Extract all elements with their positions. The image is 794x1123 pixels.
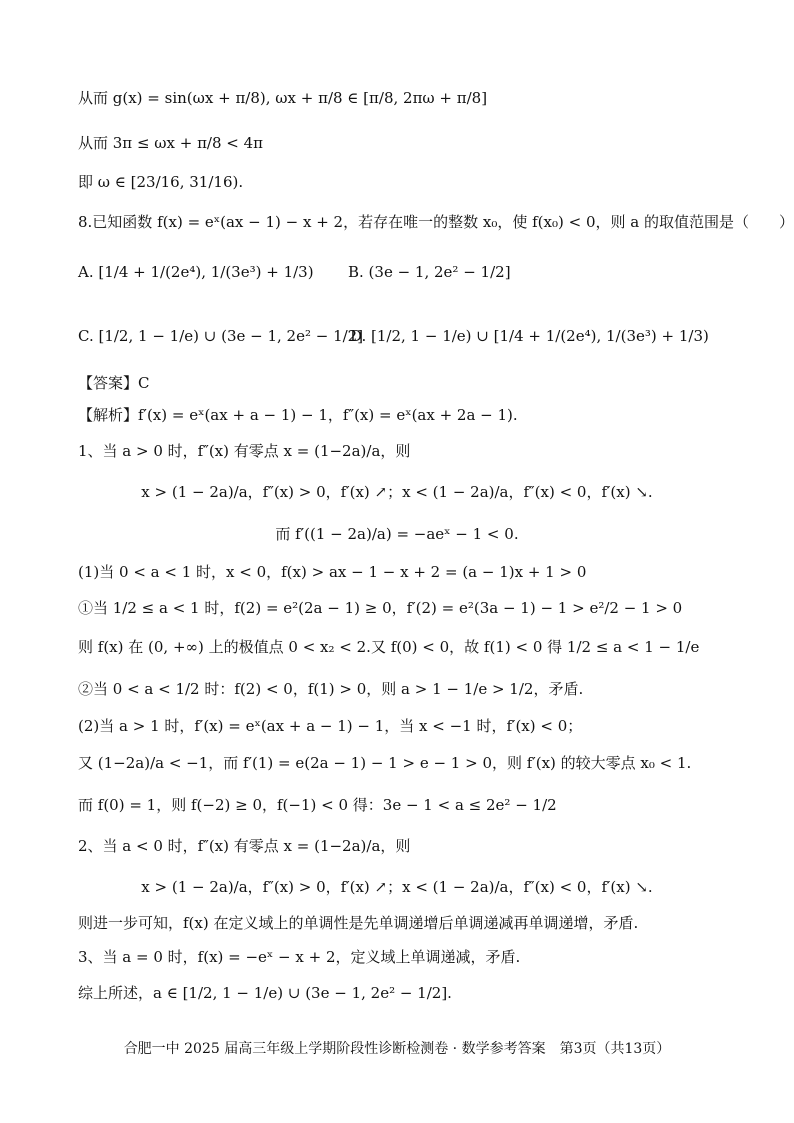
option-b: B. (3e − 1, 2e² − 1/2] [348, 263, 511, 281]
analysis-line-5: (1)当 0 < a < 1 时，x < 0，f(x) > ax − 1 − x + 2 = (a − 1)x + 1 > 0 [78, 563, 587, 581]
analysis-line-16: 综上所述，a ∈ [1/2, 1 − 1/e) ∪ (3e − 1, 2e² − 1/2]. [78, 984, 452, 1002]
analysis-line-4: 而 f′((1 − 2a)/a) = −aeˣ − 1 < 0. [275, 525, 519, 543]
option-a: A. [1/4 + 1/(2e⁴), 1/(3e³) + 1/3) [78, 263, 314, 281]
analysis-line-9: (2)当 a > 1 时，f′(x) = eˣ(ax + a − 1) − 1，当 x < −1 时，f′(x) < 0； [78, 717, 583, 735]
option-d: D. [1/2, 1 − 1/e) ∪ [1/4 + 1/(2e⁴), 1/(3e³) + 1/3) [350, 327, 709, 345]
page-footer: 合肥一中 2025 届高三年级上学期阶段性诊断检测卷 · 数学参考答案 第3页（共13页） [123, 1041, 671, 1057]
text-line-2: 从而 3π ≤ ωx + π/8 < 4π [78, 134, 264, 152]
option-c: C. [1/2, 1 − 1/e) ∪ (3e − 1, 2e² − 1/2] [78, 327, 364, 345]
text-line-3: 即 ω ∈ [23/16, 31/16). [78, 173, 244, 191]
analysis-line-7: 则 f(x) 在 (0, +∞) 上的极值点 0 < x₂ < 2.又 f(0) < 0，故 f(1) < 0 得 1/2 ≤ a < 1 − 1/e [78, 638, 700, 656]
analysis-line-1: 【解析】f′(x) = eˣ(ax + a − 1) − 1，f″(x) = eˣ(ax + 2a − 1). [78, 406, 518, 424]
analysis-line-12: 2、当 a < 0 时，f″(x) 有零点 x = (1−2a)/a，则 [78, 837, 411, 855]
text-line-1: 从而 g(x) = sin(ωx + π/8), ωx + π/8 ∈ [π/8, 2πω + π/8] [78, 89, 488, 107]
analysis-line-15: 3、当 a = 0 时，f(x) = −eˣ − x + 2，定义域上单调递减，矛盾. [78, 948, 521, 966]
analysis-line-11: 而 f(0) = 1，则 f(−2) ≥ 0，f(−1) < 0 得：3e − 1 < a ≤ 2e² − 1/2 [78, 796, 557, 814]
analysis-line-10: 又 (1−2a)/a < −1，而 f′(1) = e(2a − 1) − 1 > e − 1 > 0，则 f′(x) 的较大零点 x₀ < 1. [78, 754, 692, 772]
analysis-line-3: x > (1 − 2a)/a，f″(x) > 0，f′(x) ↗；x < (1 − 2a)/a，f″(x) < 0，f′(x) ↘. [141, 483, 653, 501]
answer-label: 【答案】C [78, 374, 150, 392]
analysis-line-2: 1、当 a > 0 时，f″(x) 有零点 x = (1−2a)/a，则 [78, 442, 411, 460]
analysis-line-13: x > (1 − 2a)/a，f″(x) > 0，f′(x) ↗；x < (1 − 2a)/a，f″(x) < 0，f′(x) ↘. [141, 878, 653, 896]
analysis-line-14: 则进一步可知，f(x) 在定义域上的单调性是先单调递增后单调递减再单调递增，矛盾. [78, 914, 639, 932]
question-8: 8.已知函数 f(x) = eˣ(ax − 1) − x + 2，若存在唯一的整数 x₀，使 f(x₀) < 0，则 a 的取值范围是（ ） [78, 213, 794, 231]
analysis-line-8: ②当 0 < a < 1/2 时：f(2) < 0，f(1) > 0，则 a > 1 − 1/e > 1/2，矛盾. [78, 680, 584, 698]
analysis-line-6: ①当 1/2 ≤ a < 1 时，f(2) = e²(2a − 1) ≥ 0，f′(2) = e²(3a − 1) − 1 > e²/2 − 1 > 0 [78, 599, 683, 617]
